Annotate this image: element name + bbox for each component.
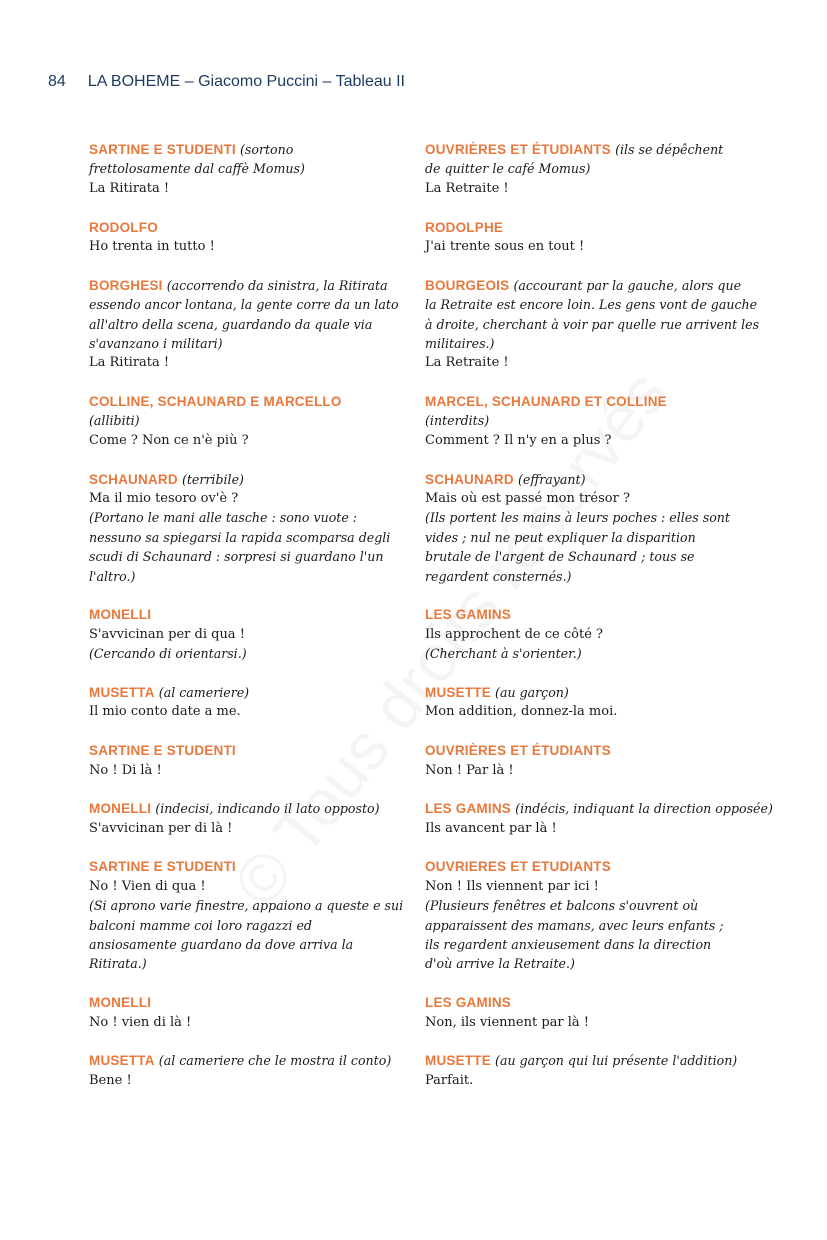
speaker-name: MARCEL, SCHAUNARD ET COLLINE bbox=[425, 394, 667, 410]
lyric-line: Ho trenta in tutto ! bbox=[89, 238, 215, 254]
speaker-line bbox=[89, 605, 405, 624]
dialogue-block bbox=[89, 683, 405, 722]
stage-direction: brutale de l'argent de Schaunard ; tous se bbox=[425, 549, 695, 565]
italian-column bbox=[89, 140, 405, 1110]
lyric-line: Il mio conto date a me. bbox=[89, 704, 241, 720]
stage-direction: (ils se dépêchent bbox=[615, 142, 724, 157]
lyric-line: S'avvicinan per di là ! bbox=[89, 820, 233, 836]
lyric-line: La Retraite ! bbox=[425, 180, 509, 196]
speaker-name: SARTINE E STUDENTI bbox=[89, 743, 236, 759]
speaker-line bbox=[425, 605, 747, 624]
stage-direction: (al cameriere) bbox=[158, 684, 250, 700]
stage-direction: (Portano le mani alle tasche : sono vuote : bbox=[89, 510, 358, 526]
speaker-line bbox=[425, 218, 747, 237]
dialogue-block bbox=[89, 470, 405, 586]
stage-direction: all'altro della scena, guardando da quale via bbox=[89, 316, 373, 332]
speaker-name: SCHAUNARD bbox=[89, 471, 178, 487]
speaker-line bbox=[89, 140, 405, 159]
stage-direction: (interdits) bbox=[425, 413, 490, 429]
lyric-line: Ils avancent par là ! bbox=[425, 820, 557, 836]
lyric-line: Comment ? Il n'y en a plus ? bbox=[425, 432, 612, 448]
speaker-line bbox=[425, 741, 747, 760]
speaker-line bbox=[425, 140, 747, 159]
lyric-line: Non ! Par là ! bbox=[425, 762, 514, 778]
speaker-name: OUVRIÈRES ET ÉTUDIANTS bbox=[425, 142, 611, 157]
speaker-name: LES GAMINS bbox=[425, 801, 512, 817]
stage-direction: (Cercando di orientarsi.) bbox=[89, 646, 247, 662]
dialogue-block bbox=[425, 276, 760, 373]
speaker-line bbox=[425, 993, 747, 1012]
dialogue-block bbox=[425, 470, 747, 586]
dialogue-block bbox=[425, 993, 747, 1032]
speaker-name: COLLINE, SCHAUNARD E MARCELLO bbox=[89, 394, 342, 410]
speaker-line bbox=[89, 683, 405, 702]
stage-direction: vides ; nul ne peut expliquer la disparition bbox=[425, 529, 696, 545]
lyric-line: Parfait. bbox=[425, 1072, 474, 1088]
stage-direction: (au garçon) bbox=[495, 684, 569, 700]
speaker-name: LES GAMINS bbox=[425, 607, 512, 623]
lyric-line: Mais où est passé mon trésor ? bbox=[425, 491, 630, 507]
speaker-line bbox=[89, 741, 405, 760]
dialogue-block bbox=[89, 741, 405, 780]
dialogue-block bbox=[89, 392, 405, 450]
dialogue-block bbox=[425, 857, 747, 973]
dialogue-block bbox=[425, 683, 747, 722]
stage-direction: la Retraite est encore loin. Les gens vont de gauche bbox=[425, 297, 758, 313]
stage-direction: scudi di Schaunard : sorpresi si guardano l'un bbox=[89, 549, 384, 565]
speaker-line bbox=[425, 392, 747, 411]
speaker-name: RODOLFO bbox=[89, 219, 158, 235]
lyric-line: Mon addition, donnez-la moi. bbox=[425, 704, 618, 720]
lyric-line: Come ? Non ce n'è più ? bbox=[89, 432, 249, 448]
stage-direction: nessuno sa spiegarsi la rapida scomparsa degli bbox=[89, 529, 391, 545]
speaker-name: MUSETTA bbox=[89, 684, 155, 700]
speaker-line bbox=[89, 993, 405, 1012]
lyric-line: No ! vien di là ! bbox=[89, 1014, 192, 1030]
speaker-line bbox=[425, 683, 747, 702]
speaker-line bbox=[425, 1051, 747, 1070]
dialogue-block bbox=[89, 218, 405, 257]
speaker-name: SARTINE E STUDENTI bbox=[89, 142, 236, 157]
speaker-name: SARTINE E STUDENTI bbox=[89, 859, 236, 875]
speaker-name: OUVRIERES ET ETUDIANTS bbox=[425, 859, 611, 875]
stage-direction: (Cherchant à s'orienter.) bbox=[425, 646, 582, 662]
speaker-line bbox=[89, 218, 405, 237]
stage-direction: ils regardent anxieusement dans la direction bbox=[425, 937, 712, 953]
speaker-line bbox=[89, 470, 405, 489]
speaker-line bbox=[425, 857, 747, 876]
stage-direction: s'avanzano i militari) bbox=[89, 335, 223, 351]
stage-direction: (sortono bbox=[240, 142, 294, 157]
speaker-name: SCHAUNARD bbox=[425, 471, 514, 487]
stage-direction: (indécis, indiquant la direction opposée) bbox=[515, 801, 773, 817]
stage-direction: apparaissent des mamans, avec leurs enfants ; bbox=[425, 917, 724, 933]
speaker-name: OUVRIÈRES ET ÉTUDIANTS bbox=[425, 743, 611, 759]
stage-direction: (terribile) bbox=[181, 471, 244, 487]
stage-direction: de quitter le café Momus) bbox=[425, 161, 591, 177]
speaker-name: MONELLI bbox=[89, 801, 152, 817]
stage-direction: à droite, cherchant à voir par quelle rue arrivent les bbox=[425, 316, 760, 332]
stage-direction: Ritirata.) bbox=[89, 956, 147, 972]
stage-direction: (accorrendo da sinistra, la Ritirata bbox=[166, 277, 388, 293]
dialogue-block bbox=[89, 605, 405, 663]
dialogue-block bbox=[425, 392, 747, 450]
dialogue-block bbox=[89, 1051, 405, 1090]
stage-direction: (effrayant) bbox=[517, 471, 586, 487]
stage-direction: l'altro.) bbox=[89, 568, 136, 584]
speaker-line bbox=[425, 276, 747, 295]
speaker-name: MONELLI bbox=[89, 995, 152, 1011]
dialogue-block bbox=[425, 741, 747, 780]
speaker-name: LES GAMINS bbox=[425, 995, 512, 1011]
stage-direction: regardent consternés.) bbox=[425, 568, 572, 584]
dialogue-block bbox=[425, 218, 747, 257]
lyric-line: No ! Vien di qua ! bbox=[89, 878, 206, 894]
stage-direction: (Ils portent les mains à leurs poches : elles sont bbox=[425, 510, 730, 526]
stage-direction: balconi mamme coi loro ragazzi ed bbox=[89, 917, 312, 933]
dialogue-block bbox=[89, 857, 405, 973]
header-title: LA BOHEME – Giacomo Puccini – Tableau II bbox=[87, 73, 405, 90]
speaker-name: RODOLPHE bbox=[425, 219, 504, 235]
dialogue-block bbox=[425, 799, 773, 838]
stage-direction: frettolosamente dal caffè Momus) bbox=[89, 161, 305, 177]
speaker-line bbox=[89, 799, 405, 818]
speaker-name: BOURGEOIS bbox=[425, 277, 510, 293]
lyric-line: La Ritirata ! bbox=[89, 180, 170, 196]
speaker-name: BORGHESI bbox=[89, 277, 163, 293]
speaker-name: MUSETTE bbox=[425, 1053, 491, 1069]
lyric-line: Ils approchent de ce côté ? bbox=[425, 626, 603, 642]
dialogue-block bbox=[425, 605, 747, 663]
lyric-line: La Ritirata ! bbox=[89, 355, 170, 371]
lyric-line: Bene ! bbox=[89, 1072, 132, 1088]
running-header bbox=[48, 73, 405, 95]
stage-direction: (au garçon qui lui présente l'addition) bbox=[495, 1053, 738, 1069]
lyric-line: Non, ils viennent par là ! bbox=[425, 1014, 590, 1030]
speaker-name: MONELLI bbox=[89, 607, 152, 623]
speaker-line bbox=[425, 470, 747, 489]
stage-direction: ansiosamente guardano da dove arriva la bbox=[89, 937, 354, 953]
stage-direction: (accourant par la gauche, alors que bbox=[513, 277, 742, 293]
stage-direction: essendo ancor lontana, la gente corre da un lato bbox=[89, 297, 399, 313]
dialogue-block bbox=[425, 1051, 747, 1090]
dialogue-block bbox=[89, 276, 405, 373]
dialogue-block bbox=[89, 993, 405, 1032]
stage-direction: (al cameriere che le mostra il conto) bbox=[158, 1053, 392, 1069]
speaker-line bbox=[425, 799, 773, 818]
dialogue-block bbox=[89, 140, 405, 198]
stage-direction: (allibiti) bbox=[89, 413, 140, 429]
speaker-name: MUSETTA bbox=[89, 1053, 155, 1069]
stage-direction: (Si aprono varie finestre, appaiono a queste e sui bbox=[89, 898, 404, 914]
speaker-name: MUSETTE bbox=[425, 684, 491, 700]
french-column bbox=[425, 140, 773, 1110]
stage-direction: d'où arrive la Retraite.) bbox=[425, 956, 575, 972]
stage-direction: (Plusieurs fenêtres et balcons s'ouvrent où bbox=[425, 898, 699, 914]
lyric-line: S'avvicinan per di qua ! bbox=[89, 626, 245, 642]
speaker-line bbox=[89, 276, 405, 295]
speaker-line bbox=[89, 392, 405, 411]
dialogue-block bbox=[89, 799, 405, 838]
lyric-line: No ! Di là ! bbox=[89, 762, 162, 778]
lyric-line: Ma il mio tesoro ov'è ? bbox=[89, 491, 239, 507]
stage-direction: (indecisi, indicando il lato opposto) bbox=[155, 801, 380, 817]
speaker-line bbox=[89, 1051, 405, 1070]
page-number: 84 bbox=[48, 73, 66, 90]
dialogue-block bbox=[425, 140, 747, 198]
lyric-line: Non ! Ils viennent par ici ! bbox=[425, 878, 599, 894]
speaker-line bbox=[89, 857, 405, 876]
stage-direction: militaires.) bbox=[425, 335, 495, 351]
lyric-line: La Retraite ! bbox=[425, 355, 509, 371]
lyric-line: J'ai trente sous en tout ! bbox=[425, 238, 585, 254]
